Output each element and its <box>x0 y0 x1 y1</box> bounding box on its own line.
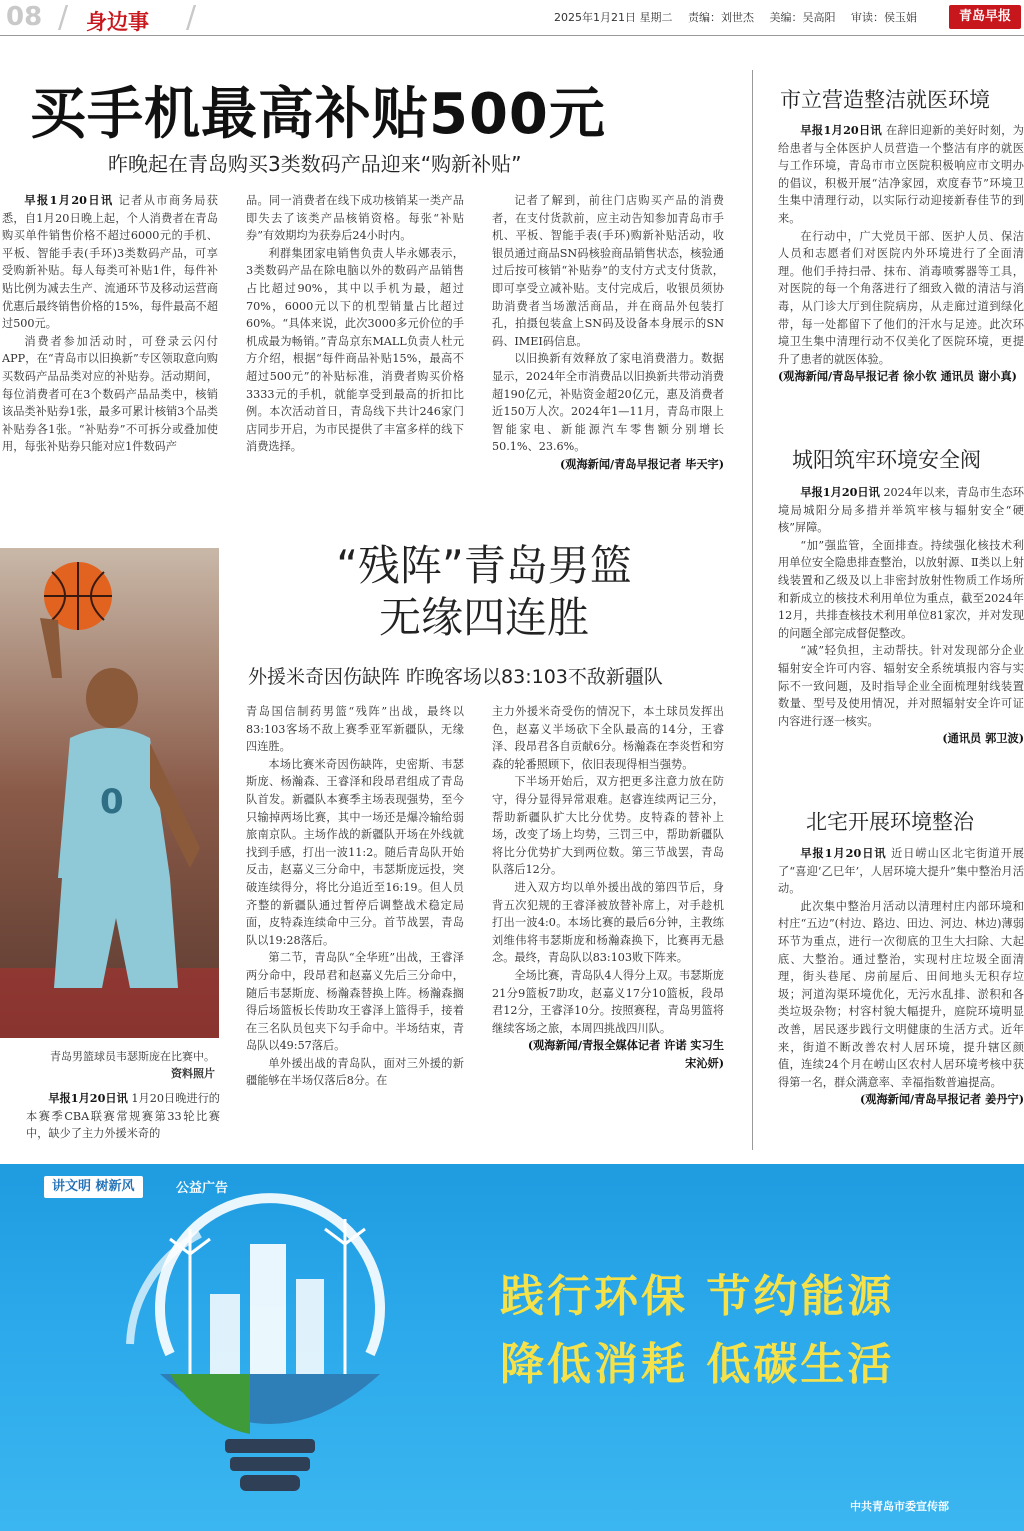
story2-headline: “残阵”青岛男篮 无缘四连胜 <box>336 541 632 642</box>
story1-subhead: 昨晚起在青岛购买3类数码产品迎来“购新补贴” <box>108 152 522 176</box>
photo-caption: 青岛男篮球员韦瑟斯庞在比赛中。 资料照片 <box>50 1050 215 1080</box>
svg-text:0: 0 <box>100 782 124 822</box>
right3-body: 早报1月20日讯 近日崂山区北宅街道开展了“喜迎‘乙巳年’，人居环境大提升”集中整治月活动。 此次集中整治月活动以清理村庄内部环境和村庄“五边”(村边、路边、田边、河边、林边)薄弱环节为重点，进行一次彻底的卫生大扫除、大起底、大整治。通过整治，实现村庄垃圾全面清理，街头巷尾、房前屋后、田间地头无积存垃圾；河道沟渠环境优化，无污水乱排、淤积和各类垃圾杂物；村容村貌大幅提升，庭院环境明显改善，居民逐步践行文明健康的生活方式。近年来，街道不断改善农村人居环境，提升辖区颜值，连续24个月在崂山区农村人居环境考核中获得第一名，群众满意率、幸福指数普遍提高。 (观海新闻/青岛早报记者 姜丹宁) <box>778 846 1024 1107</box>
story2-column-mid: 青岛国信制药男篮“残阵”出战，最终以83:103客场不敌上赛季亚军新疆队，无缘四连胜。 本场比赛米奇因伤缺阵，史密斯、韦瑟斯庞、杨瀚森、王睿泽和段昂君组成了青岛队首发。新疆队本赛季主场表现强势，至今只输掉两场比赛，其中一场还是爆冷输给弱旅南京队。主场作战的新疆队开场在外线就找到手感，打出一波11:2。随后青岛队开始反击，赵嘉义三分命中，韦瑟斯庞远投，突破连续得分，将比分追近至16:19。但人员齐整的新疆队通过暂停后调整战术稳定局面，皮特森连续命中三分。首节战罢，青岛队以19:28落后。 第二节，青岛队“全华班”出战，王睿泽两分命中，段昂君和赵嘉义先后三分命中，随后韦瑟斯庞、杨瀚森替换上阵。杨瀚森搁得后场篮板长传助攻王睿泽上篮得手，接着在三名队员包夹下勾手命中。半场结束，青岛队以49:57落后。 单外援出战的青岛队，面对三外援的新疆能够在半场仅落后8分。在 <box>246 705 464 1088</box>
right3-headline: 北宅开展环境整治 <box>806 810 974 834</box>
divider-slash: / <box>186 0 197 35</box>
right1-body: 早报1月20日讯 在辞旧迎新的美好时刻，为给患者与全体医护人员营造一个整洁有序的就医与工作环境，青岛市市立医院积极响应市文明办的倡议，积极开展“洁净家园，欢度春节”环境卫生集中清理行动，以实际行动迎接新春佳节的到来。 在行动中，广大党员干部、医护人员、保洁人员和志愿者们对医院内外环境进行了全面清理。他们手持扫帚、抹布、消毒喷雾器等工具，对医院的每一个角落进行了细致入微的清洁与消毒，从门诊大厅到住院病房，从走廊过道到绿化带，每一处都留下了他们的汗水与足迹。此次环境卫生集中清理行动不仅美化了医院环境，更提升了患者的就医体验。 (观海新闻/青岛早报记者 徐小钦 通讯员 谢小真) <box>778 123 1024 384</box>
newspaper-logo: 青岛早报 <box>949 5 1021 29</box>
basketball-player-illustration <box>0 548 219 1038</box>
issue-date: 2025年1月21日 星期二 <box>554 11 673 24</box>
story2-column-right: 主力外援米奇受伤的情况下，本土球员发挥出色，赵嘉义半场砍下全队最高的14分，王睿泽、段昂君各自贡献6分。杨瀚森在李炎哲和穷森的轮番照顾下，依旧表现得相当强势。 下半场开始后，双方把更多注意力放在防守，得分显得异常艰难。赵睿连续两记三分，帮助新疆队扩大比分优势。皮特森的替补上场，改变了场上均势，三罚三中，帮助新疆队将比分优势扩大到两位数。第三节战罢，青岛队落后12分。 进入双方均以单外援出战的第四节后，身背五次犯规的王睿泽被放替补席上，对手趁机打出一波4:0。本场比赛的最后6分钟，主教练刘维伟将韦瑟斯庞和杨瀚森换下，比赛再无悬念。最终，青岛队以83:103败下阵来。 全场比赛，青岛队4人得分上双。韦瑟斯庞21分9篮板7助攻，赵嘉义17分10篮板，段昂君12分，王睿泽10分。按照赛程，青岛男篮将继续客场之旅，本周四挑战四川队。 (观海新闻/青报全媒体记者 许诺 实习生 宋沁妍) <box>492 703 724 1147</box>
story1-column-3: 记者了解到，前往门店购买产品的消费者，在支付货款前，应主动告知参加青岛市手机、平板、智能手表(手环)购新补贴活动，收银员通过商品SN码核验商品销售状态，核验通过后按可核销“补贴券”的支付方式支付货款，即可享受立减补贴。支付完成后，收银员须协助消费者当场激活商品，并在商品外包装打孔，拍摄包装盒上SN码及设备本身展示的SN码、IMEI码信息。 以旧换新有效释放了家电消费潜力。数据显示，2024年全市消费品以旧换新共带动消费超190亿元，补贴资金超20亿元，惠及消费者近150万人次。2024年1—11月，青岛市限上智能家电、新能源汽车零售额分别增长50.1%、23.6%。 (观海新闻/青岛早报记者 毕天宇) <box>492 192 724 492</box>
page-meta <box>554 9 929 25</box>
designer-credit: 美编：吴高阳 <box>769 11 836 24</box>
story2-byline: (观海新闻/青报全媒体记者 许诺 实习生 宋沁妍) <box>527 1038 724 1070</box>
story1-byline: (观海新闻/青岛早报记者 毕天宇) <box>559 456 724 471</box>
section-title: 身边事 <box>86 10 149 34</box>
story1-column-1: 早报1月20日讯 记者从市商务局获悉，自1月20日晚上起，个人消费者在青岛购买单件销售价格不超过6000元的手机、平板、智能手表(手环)3类数码产品，可享受购新补贴。每人每类可补贴1件，每件补贴比例为减去生产、流通环节及移动运营商优惠后最终销售价格的15%，每件最高不超过500元。 消费者参加活动时，可登录云闪付APP，在“青岛市以旧换新”专区领取意向购买数码产品品类对应的补贴券。活动期间，每位消费者可在3个数码产品品类中，核销该品类补贴券1张，最多可累计核销3个品类补贴券各1张。“补贴券”不可拆分或叠加使用，每张补贴券只能对应1件数码产 <box>2 193 218 454</box>
page-number: 08 <box>6 2 43 32</box>
ad-slogan-line-1: 践行环保 节约能源 <box>500 1271 895 1322</box>
right2-headline: 城阳筑牢环境安全阀 <box>792 448 981 472</box>
divider-slash: / <box>58 0 69 35</box>
right2-body: 早报1月20日讯 2024年以来，青岛市生态环境局城阳分局多措并举筑牢核与辐射安全“硬核”屏障。 “加”强监管，全面排查。持续强化核技术利用单位安全隐患排查整治，以放射源、Ⅱ类以上射线装置和乙级及以上非密封放射性物质工作场所和新成立的核技术利用单位为重点，截至2024年12月，共排查核技术利用单位81家次，并对发现的问题全部完成督促整改。 “减”轻负担，主动帮扶。针对发现部分企业辐射安全许可内容、辐射安全系统填报内容与实际不一致问题，及时指导企业全面梳理射线装置数量、型号及使用情况，并对照辐射安全许可证内容进行逐一核实。 (通讯员 郭卫波) <box>778 485 1024 746</box>
lightbulb-city-icon <box>100 1184 440 1524</box>
ad-slogan-line-2: 降低消耗 低碳生活 <box>500 1339 895 1390</box>
page-header <box>0 0 1024 36</box>
proofreader-credit: 审读：侯玉娟 <box>851 11 917 24</box>
story1-column-2: 品。同一消费者在线下成功核销某一类产品即失去了该类产品核销资格。每张“补贴券”有效期均为获券后24小时内。 利群集团家电销售负责人毕永娜表示，3类数码产品在除电脑以外的数码产品销售占比超过90%，其中以手机为最，超过70%，6000元以下的机型销量占比超过60%。“具体来说，此次3000多元价位的手机成最为畅销。”青岛京东MALL负责人杜元方介绍，根据“每件商品补贴15%，最高不超过500元”的补贴标准，消费者购买价格3333元的手机，就能享受到最高的折扣比例。本次活动首日，青岛线下共计246家门店同步开启，为市民提供了丰富多样的线下消费选择。 <box>246 194 464 454</box>
public-service-ad <box>0 1164 1024 1531</box>
story2-column-left: 早报1月20日讯 1月20日晚进行的本赛季CBA联赛常规赛第33轮比赛中，缺少了主力外援米奇的 <box>26 1091 220 1141</box>
story2-subhead: 外援米奇因伤缺阵 昨晚客场以83:103不敌新疆队 <box>248 666 663 688</box>
editor-credit: 责编：刘世杰 <box>688 11 754 24</box>
story1-headline: 买手机最高补贴500元 <box>30 82 606 147</box>
ad-organization: 中共青岛市委宣传部 <box>850 1500 949 1513</box>
right1-headline: 市立营造整洁就医环境 <box>780 88 990 112</box>
column-divider <box>752 70 753 1150</box>
ad-type: 公益广告 <box>176 1181 229 1196</box>
ad-tag: 讲文明 树新风 <box>44 1176 143 1198</box>
basketball-photo <box>0 548 219 1038</box>
